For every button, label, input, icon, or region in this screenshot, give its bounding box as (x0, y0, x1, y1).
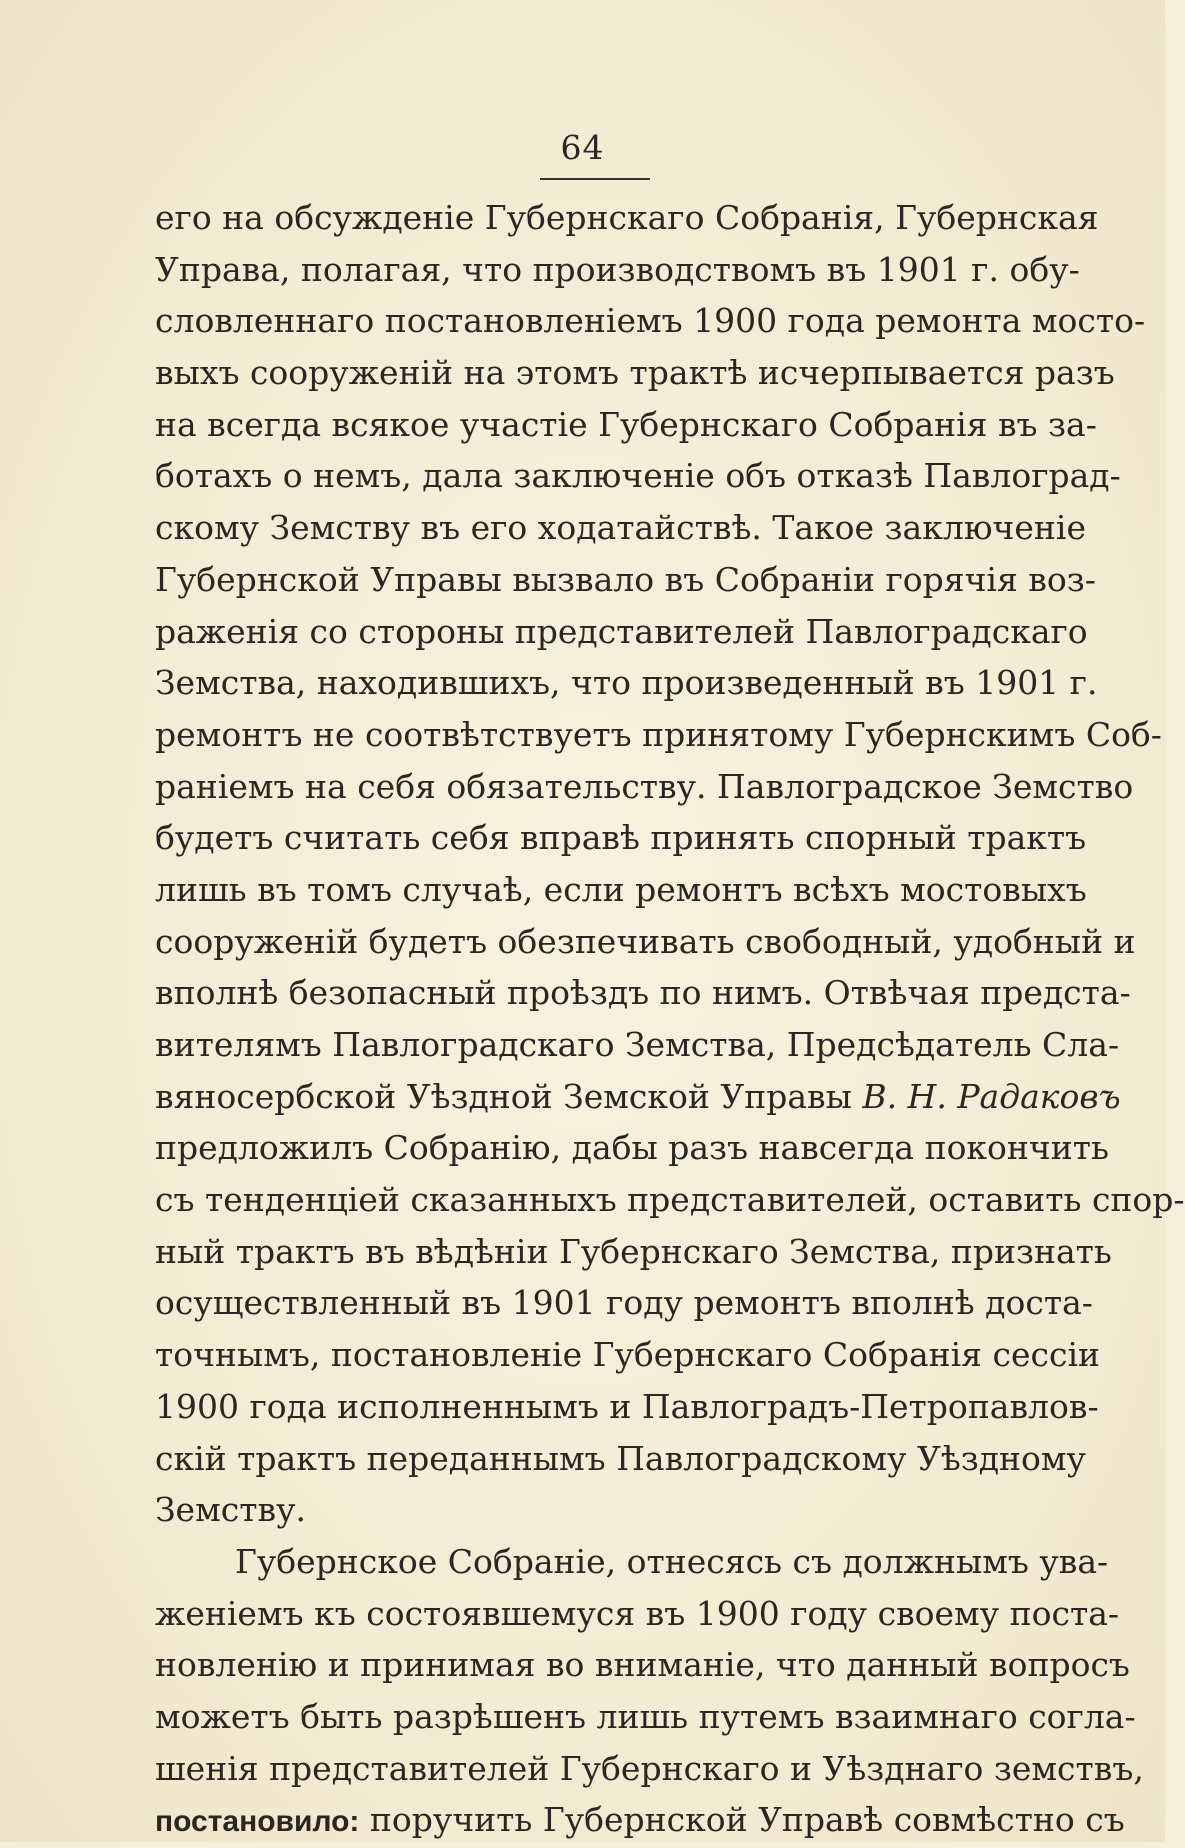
text-line: скому Земству въ его ходатайствѣ. Такое заключеніе (155, 508, 1086, 548)
text-line: предложилъ Собранію, дабы разъ навсегда покончить (155, 1128, 1109, 1168)
text-line: съ тенденціей сказанныхъ представителей, оставить спор- (155, 1180, 1185, 1220)
text-line: новленію и принимая во вниманіе, что данный вопросъ (155, 1645, 1130, 1685)
text-line: будетъ считать себя вправѣ принять спорный трактъ (155, 818, 1087, 858)
text-line: осуществленный въ 1901 году ремонтъ вполнѣ доста- (155, 1283, 1093, 1323)
text-line: ремонтъ не соотвѣтствуетъ принятому Губернскимъ Соб- (155, 714, 1162, 754)
text-line: шенія представителей Губернскаго и Уѣзднаго земствъ, (155, 1748, 1144, 1788)
paragraph-end-line: Земству. (155, 1490, 306, 1530)
text-line: 1900 года исполненнымъ и Павлоградъ-Петропавлов- (155, 1386, 1099, 1426)
text-line-with-name (155, 1071, 1121, 1123)
person-name: В. Н. Радаковъ (862, 1076, 1121, 1116)
text-line: раніемъ на себя обязательству. Павлоградское Земство (155, 766, 1134, 806)
text-line: можетъ быть разрѣшенъ лишь путемъ взаимнаго согла- (155, 1696, 1136, 1736)
text-line: скій трактъ переданнымъ Павлоградскому Уѣздному (155, 1438, 1086, 1478)
text-line-resolution (155, 1794, 1125, 1846)
page-number-rule (540, 178, 650, 180)
line-text: поручить Губернской Управѣ совмѣстно съ (359, 1800, 1125, 1840)
text-line: Губернской Управы вызвало въ Собраніи горячія воз- (155, 559, 1096, 599)
body-text (155, 192, 1185, 1846)
text-line: вполнѣ безопасный проѣздъ по нимъ. Отвѣчая предста- (155, 973, 1131, 1013)
page-number: 64 (560, 128, 605, 167)
text-line: сооруженій будетъ обезпечивать свободный, удобный и (155, 921, 1136, 961)
text-line: его на обсужденіе Губернскаго Собранія, Губернская (155, 198, 1099, 237)
text-line: вителямъ Павлоградскаго Земства, Предсѣдатель Сла- (155, 1025, 1120, 1064)
resolution-keyword: постановило: (155, 1805, 360, 1839)
text-line: раженія со стороны представителей Павлоградскаго (155, 611, 1088, 651)
text-line: ботахъ о немъ, дала заключеніе объ отказѣ Павлоград- (155, 456, 1121, 496)
text-line: Управа, полагая, что производствомъ въ 1901 г. обу- (155, 249, 1080, 289)
line-text: вяносербской Уѣздной Земской Управы (155, 1076, 863, 1116)
text-line: лишь въ томъ случаѣ, если ремонтъ всѣхъ мостовыхъ (155, 869, 1087, 909)
paragraph-start-line: Губернское Собраніе, отнесясь съ должнымъ ува- (235, 1541, 1109, 1581)
text-line: словленнаго постановленіемъ 1900 года ремонта мосто- (155, 301, 1146, 341)
text-line: точнымъ, постановленіе Губернскаго Собранія сессіи (155, 1335, 1100, 1375)
text-line: выхъ сооруженій на этомъ трактѣ исчерпывается разъ (155, 353, 1115, 393)
text-line: Земства, находившихъ, что произведенный въ 1901 г. (155, 663, 1098, 703)
text-line: ный трактъ въ вѣдѣніи Губернскаго Земства, признать (155, 1231, 1112, 1271)
text-line: женіемъ къ состоявшемуся въ 1900 году своему поста- (155, 1593, 1120, 1633)
text-line: на всегда всякое участіе Губернскаго Собранія въ за- (155, 404, 1097, 444)
